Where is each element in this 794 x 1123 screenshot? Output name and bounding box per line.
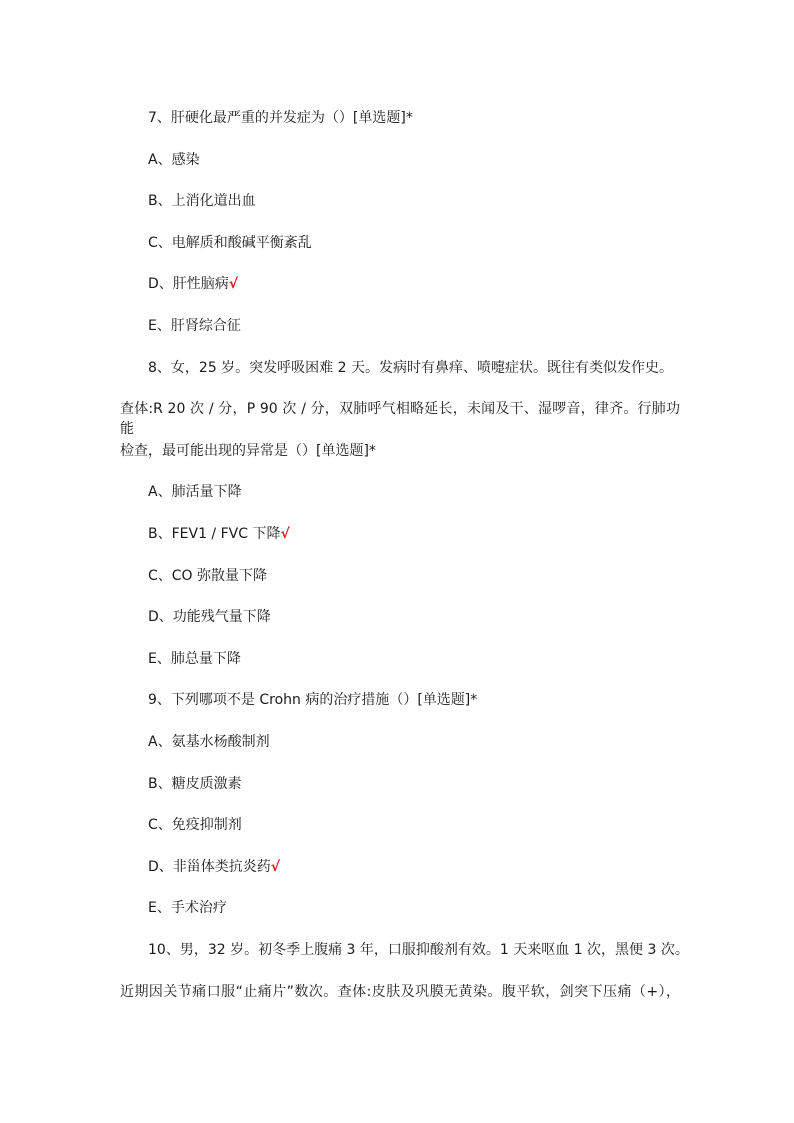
question-7-option-e: E、肝肾综合征 bbox=[148, 318, 241, 334]
question-9-option-d bbox=[148, 857, 280, 877]
question-7-option-b: B、上消化道出血 bbox=[148, 193, 256, 209]
question-8-option-c: C、CO 弥散量下降 bbox=[148, 568, 268, 584]
question-7-option-a: A、感染 bbox=[148, 152, 200, 168]
question-8-stem-line-3: 检查，最可能出现的异常是（）[单选题]* bbox=[120, 443, 376, 459]
question-9-option-c: C、免疫抑制剂 bbox=[148, 817, 242, 833]
question-8-option-e: E、肺总量下降 bbox=[148, 651, 241, 667]
question-9-option-e: E、手术治疗 bbox=[148, 900, 227, 916]
option-text: D、肝性脑病 bbox=[148, 276, 229, 292]
correct-check-mark: √ bbox=[280, 526, 290, 542]
correct-check-mark: √ bbox=[228, 276, 239, 292]
question-7-stem: 7、肝硬化最严重的并发症为（）[单选题]* bbox=[148, 110, 413, 126]
question-8-option-a: A、肺活量下降 bbox=[148, 484, 242, 500]
option-text: D、非甾体类抗炎药 bbox=[148, 859, 271, 875]
question-9-stem: 9、下列哪项不是 Crohn 病的治疗措施（）[单选题]* bbox=[148, 692, 478, 708]
question-10-stem-line-2: 近期因关节痛口服“止痛片”数次。查体:皮肤及巩膜无黄染。腹平软，剑突下压痛（+）， bbox=[120, 984, 680, 1000]
correct-check-mark: √ bbox=[270, 859, 281, 875]
question-8-option-d: D、功能残气量下降 bbox=[148, 609, 271, 625]
question-7-option-d bbox=[148, 274, 238, 294]
question-7-option-c: C、电解质和酸碱平衡紊乱 bbox=[148, 235, 312, 251]
question-8-stem-line-1: 8、女，25 岁。突发呼吸困难 2 天。发病时有鼻痒、喷嚏症状。既往有类似发作史。 bbox=[148, 360, 673, 376]
question-10-stem-line-1: 10、男，32 岁。初冬季上腹痛 3 年，口服抑酸剂有效。1 天来呕血 1 次，黑便 3 次。 bbox=[148, 942, 689, 958]
question-9-option-b: B、糖皮质激素 bbox=[148, 776, 242, 792]
question-9-option-a: A、氨基水杨酸制剂 bbox=[148, 734, 270, 750]
option-text: B、FEV1 / FVC 下降 bbox=[148, 526, 281, 542]
question-8-stem-line-2: 查体:R 20 次 / 分，P 90 次 / 分，双肺呼气相略延长，未闻及干、湿啰音，律齐。行肺功能 bbox=[120, 401, 680, 437]
question-8-option-b bbox=[148, 524, 290, 544]
